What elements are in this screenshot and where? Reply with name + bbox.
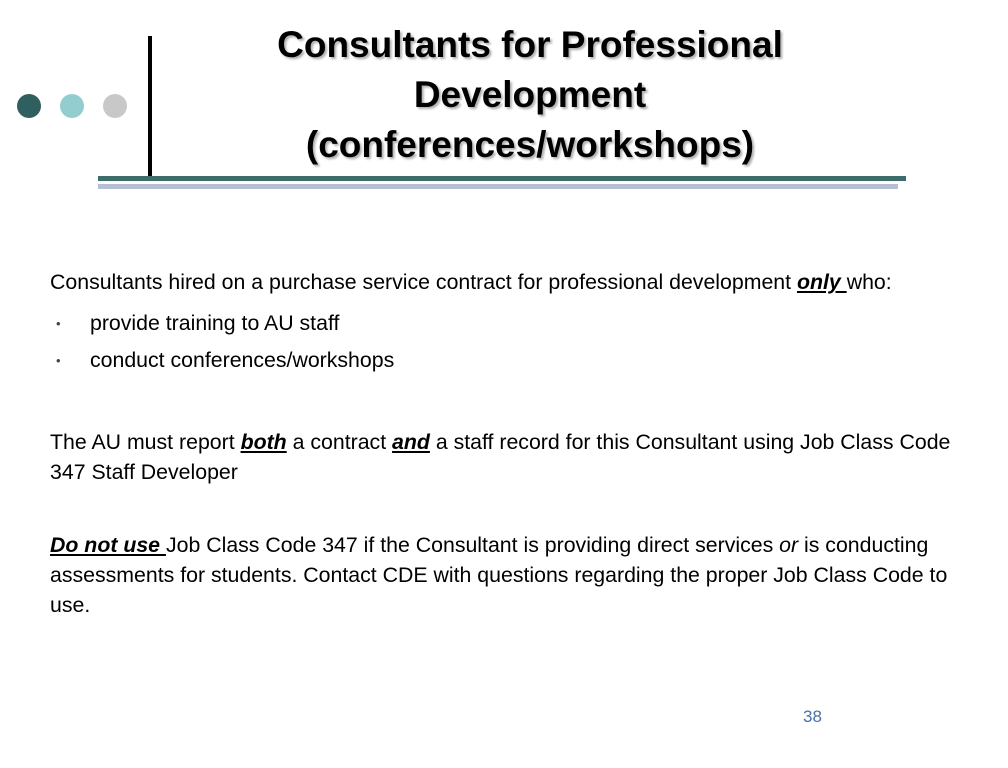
warning-paragraph [50,530,980,620]
emphasis-both: both [240,430,287,454]
requirement-text-1: The AU must report [50,430,241,454]
intro-text-2: who: [846,270,892,294]
slide-title [180,20,880,170]
decorative-dot-dark [17,94,41,118]
title-line-1: Consultants for Professional [277,24,783,65]
emphasis-or: or [779,533,799,557]
list-item [50,305,980,342]
requirement-text-2: a contract [286,430,393,454]
bullet-icon: • [56,316,61,331]
title-line-2: Development [413,74,647,115]
requirement-paragraph [50,427,980,487]
decorative-dot-teal [60,94,84,118]
warning-text-1: Job Class Code 347 if the Consultant is providing direct services [165,533,780,557]
title-vertical-bar [148,36,152,176]
decorative-dot-gray [103,94,127,118]
title-underline-light [98,184,898,189]
list-item [50,342,980,379]
warning-text-2: is conducting assessments for students. Contact CDE with questions regarding the proper Job Class Code to use. [50,533,948,617]
slide-body [50,267,980,620]
emphasis-do-not-use: Do not use [50,533,166,557]
bullet-list [50,305,980,379]
title-underline-dark [98,176,906,181]
bullet-text: conduct conferences/workshops [90,348,395,372]
requirement-text-3: a staff record for this Consultant using Job Class Code 347 Staff Developer [50,430,951,484]
intro-text-1: Consultants hired on a purchase service contract for professional development [50,270,797,294]
title-line-3: (conferences/workshops) [305,124,755,165]
page-number: 38 [803,707,822,726]
intro-paragraph [50,267,980,297]
bullet-icon: • [56,353,61,368]
emphasis-only: only [796,270,847,294]
emphasis-and: and [392,430,430,454]
bullet-text: provide training to AU staff [90,311,340,335]
